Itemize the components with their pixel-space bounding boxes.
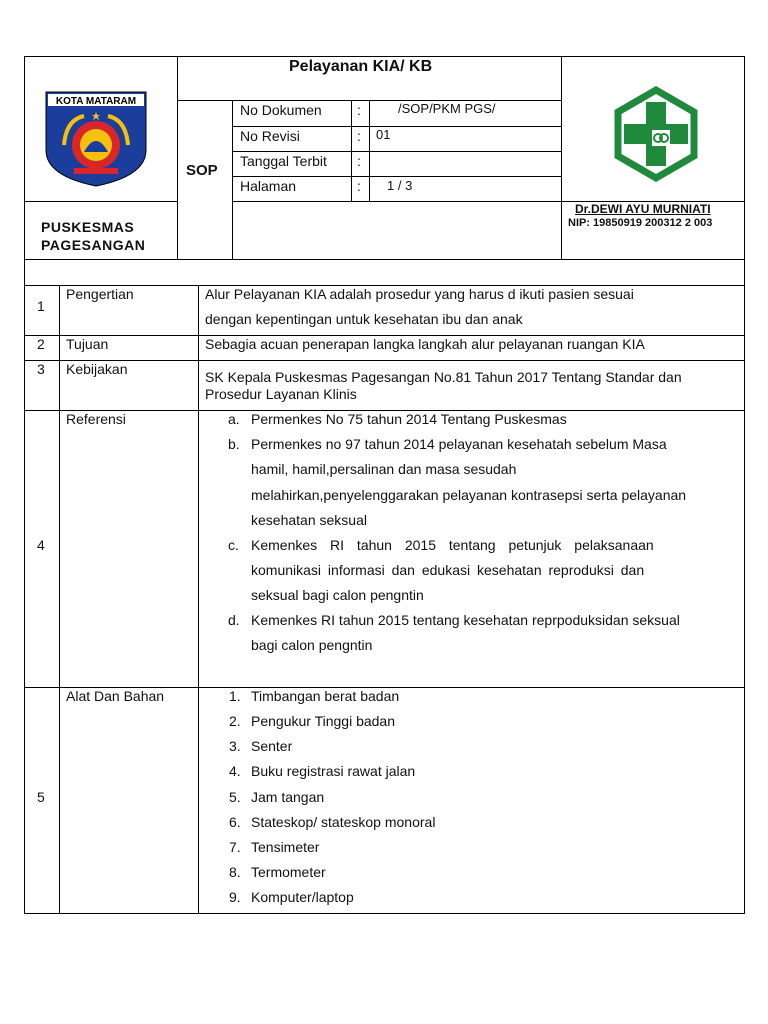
list-item-line: Permenkes No 75 tahun 2014 Tentang Puskesmas xyxy=(251,411,567,427)
list-item-line: komunikasi informasi dan edukasi kesehatan reproduksi dan xyxy=(251,562,645,578)
list-item-line: Termometer xyxy=(251,864,326,880)
signer-name: Dr.DEWI AYU MURNIATI xyxy=(575,202,711,216)
row-text-line: SK Kepala Puskesmas Pagesangan No.81 Tahun 2017 Tentang Standar dan xyxy=(205,369,682,385)
header-divider xyxy=(177,56,178,260)
table-border-right xyxy=(744,56,745,914)
list-item-line: kesehatan seksual xyxy=(251,512,367,528)
document-title: Pelayanan KIA/ KB xyxy=(289,58,433,75)
row-text-line: Prosedur Layanan Klinis xyxy=(205,386,357,402)
header-divider xyxy=(232,176,562,177)
city-emblem-logo xyxy=(44,90,148,188)
field-label-halaman: Halaman xyxy=(240,178,297,194)
row-label-kebijakan: Kebijakan xyxy=(66,361,128,377)
field-separator: : xyxy=(357,102,361,118)
list-item-line: Stateskop/ stateskop monoral xyxy=(251,814,436,830)
list-item-line: melahirkan,penyelenggarakan pelayanan kontrasepsi serta pelayanan xyxy=(251,487,687,503)
column-divider xyxy=(198,285,199,914)
list-item-line: Kemenkes RI tahun 2015 tentang kesehatan reprpoduksidan seksual xyxy=(251,612,680,628)
field-separator: : xyxy=(357,153,361,169)
field-value-halaman: 1 / 3 xyxy=(387,178,413,193)
row-text-line: Sebagia acuan penerapan langka langkah alur pelayanan ruangan KIA xyxy=(205,336,645,352)
column-divider xyxy=(59,285,60,914)
row-number: 3 xyxy=(37,361,45,377)
header-divider xyxy=(232,126,562,127)
list-marker: 9. xyxy=(229,889,241,905)
table-border-top xyxy=(24,56,745,57)
list-item-line: Pengukur Tinggi badan xyxy=(251,713,395,729)
row-text-line: dengan kepentingan untuk kesehatan ibu dan anak xyxy=(205,311,523,327)
list-item-line: Timbangan berat badan xyxy=(251,688,400,704)
header-divider xyxy=(24,201,177,202)
list-marker: 2. xyxy=(229,713,241,729)
field-value-no-revisi: 01 xyxy=(376,127,391,142)
row-divider xyxy=(24,360,745,361)
list-marker: 6. xyxy=(229,814,241,830)
field-separator: : xyxy=(357,128,361,144)
header-divider xyxy=(232,151,562,152)
list-marker: 3. xyxy=(229,738,241,754)
header-divider xyxy=(24,259,745,260)
table-border-bottom xyxy=(24,913,745,914)
table-border-left xyxy=(24,56,25,914)
list-marker: 4. xyxy=(229,763,241,779)
row-number: 4 xyxy=(37,537,45,553)
header-divider xyxy=(232,100,233,260)
list-marker: c. xyxy=(228,537,239,553)
list-marker: a. xyxy=(228,411,240,427)
field-label-tanggal-terbit: Tanggal Terbit xyxy=(240,153,327,169)
row-label-referensi: Referensi xyxy=(66,411,126,427)
field-label-no-revisi: No Revisi xyxy=(240,128,300,144)
list-item-line: Kemenkes RI tahun 2015 tentang petunjuk pelaksanaan xyxy=(251,537,654,553)
list-item-line: Senter xyxy=(251,738,293,754)
list-marker: 1. xyxy=(229,688,241,704)
list-item-line: Tensimeter xyxy=(251,839,320,855)
header-divider xyxy=(561,56,562,260)
list-marker: 5. xyxy=(229,789,241,805)
row-number: 5 xyxy=(37,789,45,805)
organization-name-line1: PUSKESMAS xyxy=(41,219,135,235)
row-text-line: Alur Pelayanan KIA adalah prosedur yang harus d ikuti pasien sesuai xyxy=(205,286,634,302)
row-label-pengertian: Pengertian xyxy=(66,286,134,302)
logo-left-text: KOTA MATARAM xyxy=(55,96,137,107)
list-marker: 8. xyxy=(229,864,241,880)
organization-name-line2: PAGESANGAN xyxy=(41,237,146,253)
sop-label: SOP xyxy=(186,162,218,179)
row-label-alat-dan-bahan: Alat Dan Bahan xyxy=(66,688,165,704)
row-label-tujuan: Tujuan xyxy=(66,336,109,352)
signer-nip: NIP: 19850919 200312 2 003 xyxy=(568,217,713,229)
list-item-line: Jam tangan xyxy=(251,789,325,805)
field-label-no-dokumen: No Dokumen xyxy=(240,102,322,118)
field-separator: : xyxy=(357,178,361,194)
row-number: 2 xyxy=(37,336,45,352)
list-item-line: Komputer/laptop xyxy=(251,889,354,905)
list-item-line: seksual bagi calon pengntin xyxy=(251,587,424,603)
field-value-no-dokumen: /SOP/PKM PGS/ xyxy=(398,101,496,116)
list-marker: b. xyxy=(228,436,240,452)
list-item-line: hamil, hamil,persalinan dan masa sesudah xyxy=(251,461,517,477)
row-number: 1 xyxy=(37,298,45,314)
list-marker: d. xyxy=(228,612,240,628)
puskesmas-logo xyxy=(608,86,704,182)
list-item-line: bagi calon pengntin xyxy=(251,637,373,653)
list-item-line: Permenkes no 97 tahun 2014 pelayanan kesehatah sebelum Masa xyxy=(251,436,667,452)
list-marker: 7. xyxy=(229,839,241,855)
list-item-line: Buku registrasi rawat jalan xyxy=(251,763,416,779)
